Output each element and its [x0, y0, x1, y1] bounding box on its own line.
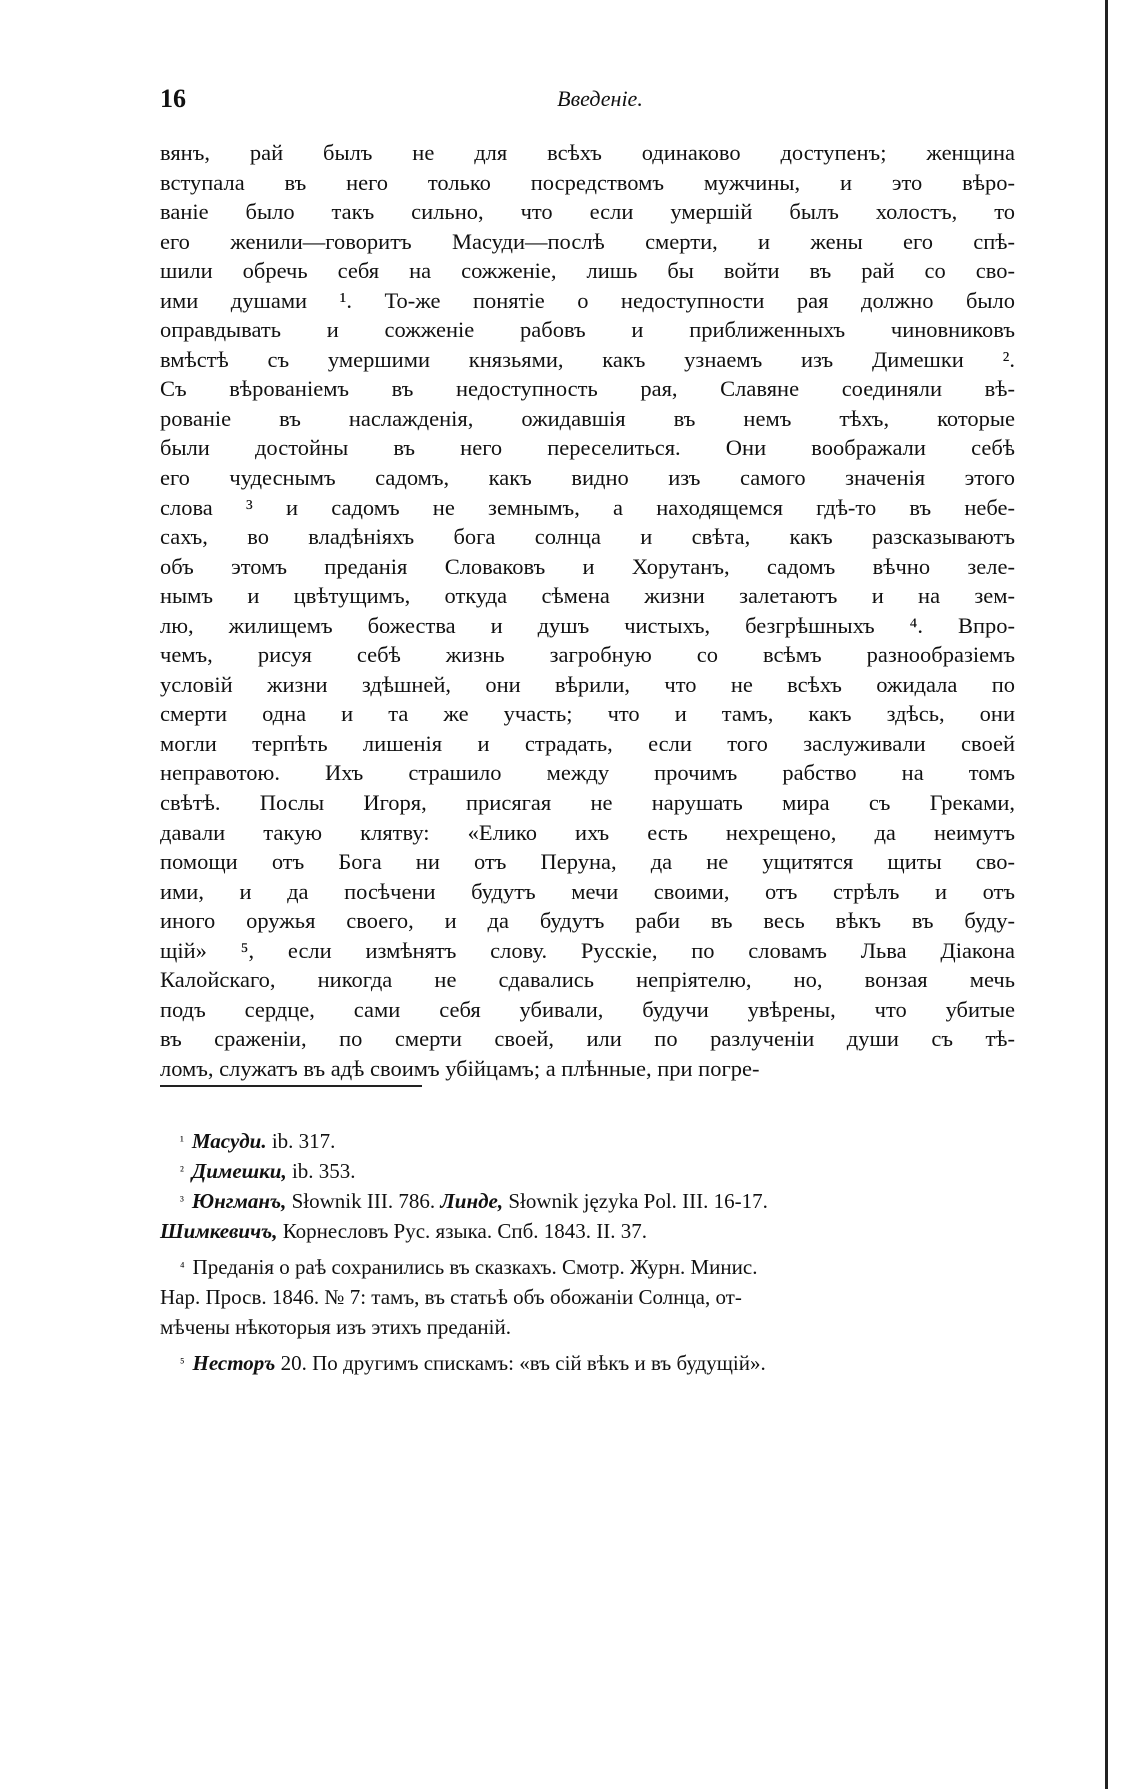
footnote-text: Słownik III. 786.: [291, 1189, 436, 1213]
footnote-mark: ⁴: [180, 1259, 185, 1274]
text-line: ваніе было такъ сильно, что если умершій былъ холостъ, то: [160, 199, 1015, 225]
text-line: оправдывать и сожженіе рабовъ и приближенныхъ чиновниковъ: [160, 317, 1015, 343]
text-line: ломъ, служатъ въ адѣ своимъ убійцамъ; а плѣнные, при погре-: [160, 1055, 760, 1081]
footnote-author: Линде,: [440, 1189, 504, 1213]
footnote-author: Шимкевичъ,: [160, 1219, 278, 1243]
footnote-author: Несторъ: [192, 1351, 276, 1375]
footnote-text: Преданія о раѣ сохранились въ сказкахъ. Смотр. Журн. Минис.: [192, 1255, 758, 1279]
text-line: помощи отъ Бога ни отъ Перуна, да не ущитятся щиты сво-: [160, 849, 1015, 875]
text-line: шили обречь себя на сожженіе, лишь бы войти въ рай со сво-: [160, 258, 1015, 284]
footnote-text: Słownik języka Pol. III. 16-17.: [508, 1189, 768, 1213]
footnote-1: [180, 1126, 1018, 1156]
text-line: ими душами ¹. То-же понятіе о недоступности рая должно было: [160, 287, 1015, 313]
scan-edge-rule: [1105, 0, 1108, 1789]
footnote-mark: ¹: [180, 1133, 184, 1148]
text-line: Съ вѣрованіемъ въ недоступность рая, Славяне соединяли вѣ-: [160, 376, 1015, 402]
text-line: въ сраженіи, по смерти своей, или по разлученіи души съ тѣ-: [160, 1026, 1015, 1052]
text-line: рованіе въ наслажденія, ожидавшія въ немъ тѣхъ, которые: [160, 405, 1015, 431]
text-line: щій» ⁵, если измѣнятъ слову. Русскіе, по словамъ Льва Діакона: [160, 937, 1015, 963]
main-text: [160, 138, 1015, 1084]
text-line: могли терпѣть лишенія и страдать, если того заслуживали своей: [160, 730, 1015, 756]
text-line: давали такую клятву: «Елико ихъ есть нехрещено, да неимутъ: [160, 819, 1015, 845]
text-line: лю, жилищемъ божества и душъ чистыхъ, безгрѣшныхъ ⁴. Впро-: [160, 612, 1015, 638]
text-line: условій жизни здѣшней, они вѣрили, что не всѣхъ ожидала по: [160, 671, 1015, 697]
text-line: его чудеснымъ садомъ, какъ видно изъ самого значенія этого: [160, 465, 1015, 491]
text-line: неправотою. Ихъ страшило между прочимъ рабство на томъ: [160, 760, 1015, 786]
text-line: вмѣстѣ съ умершими князьями, какъ узнаемъ изъ Димешки ².: [160, 346, 1015, 372]
text-line: вянъ, рай былъ не для всѣхъ одинаково доступенъ; женщина: [160, 140, 1015, 165]
footnote-text: Нар. Просв. 1846. № 7: тамъ, въ статьѣ объ обожаніи Солнца, от-: [160, 1285, 742, 1309]
text-line: нымъ и цвѣтущимъ, откуда сѣмена жизни залетаютъ и на зем-: [160, 583, 1015, 609]
footnote-text: ib. 317.: [271, 1129, 336, 1153]
footnote-3-cont: [160, 1216, 1018, 1246]
footnote-mark: ⁵: [180, 1355, 185, 1370]
page-number: 16: [160, 84, 186, 113]
footnote-text: Корнесловъ Рус. языка. Спб. 1843. II. 37.: [282, 1219, 647, 1243]
footnote-text: 20. По другимъ спискамъ: «въ сій вѣкъ и въ будущій».: [280, 1351, 766, 1375]
text-line: свѣтѣ. Послы Игоря, присягая не нарушать мира съ Греками,: [160, 790, 1015, 816]
footnote-2: [180, 1156, 1018, 1186]
text-line: были достойны въ него переселиться. Они воображали себѣ: [160, 435, 1015, 461]
text-line: иного оружья своего, и да будутъ раби въ весь вѣкъ въ буду-: [160, 908, 1015, 934]
footnote-4-cont: [160, 1312, 1018, 1342]
text-line: слова ³ и садомъ не земнымъ, а находящемся гдѣ-то въ небе-: [160, 494, 1015, 520]
page-header: [160, 84, 1015, 124]
text-line: Калойскаго, никогда не сдавались непріятелю, но, вонзая мечь: [160, 967, 1015, 993]
text-line: чемъ, рисуя себѣ жизнь загробную со всѣмъ разнообразіемъ: [160, 642, 1015, 668]
footnotes: [160, 1126, 1018, 1378]
text-line: сахъ, во владѣніяхъ бога солнца и свѣта, какъ разсказываютъ: [160, 524, 1015, 550]
text-line: ими, и да посѣчени будутъ мечи своими, отъ стрѣлъ и отъ: [160, 878, 1015, 904]
text-line: смерти одна и та же участь; что и тамъ, какъ здѣсь, они: [160, 701, 1015, 727]
footnote-text: мѣчены нѣкоторыя изъ этихъ преданій.: [160, 1315, 511, 1339]
running-head: Введеніе.: [557, 86, 643, 111]
footnote-mark: ³: [180, 1193, 184, 1208]
footnote-author: Димешки,: [191, 1159, 287, 1183]
text-line: подъ сердце, сами себя убивали, будучи увѣрены, что убитые: [160, 996, 1015, 1022]
footnote-5: [180, 1348, 1018, 1378]
text-line: его женили—говоритъ Масуди—послѣ смерти, и жены его спѣ-: [160, 228, 1015, 254]
footnote-mark: ²: [180, 1163, 184, 1178]
footnote-4-cont: [160, 1282, 1018, 1312]
footnote-4: [180, 1252, 1018, 1282]
text-line: объ этомъ преданія Словаковъ и Хорутанъ, садомъ вѣчно зеле-: [160, 553, 1015, 579]
footnote-author: Юнгманъ,: [191, 1189, 287, 1213]
footnote-author: Масуди.: [191, 1129, 267, 1153]
footnote-3: [180, 1186, 1018, 1216]
footnote-text: ib. 353.: [291, 1159, 356, 1183]
footnote-separator: [160, 1085, 422, 1087]
text-line: вступала въ него только посредствомъ мужчины, и это вѣро-: [160, 169, 1015, 195]
